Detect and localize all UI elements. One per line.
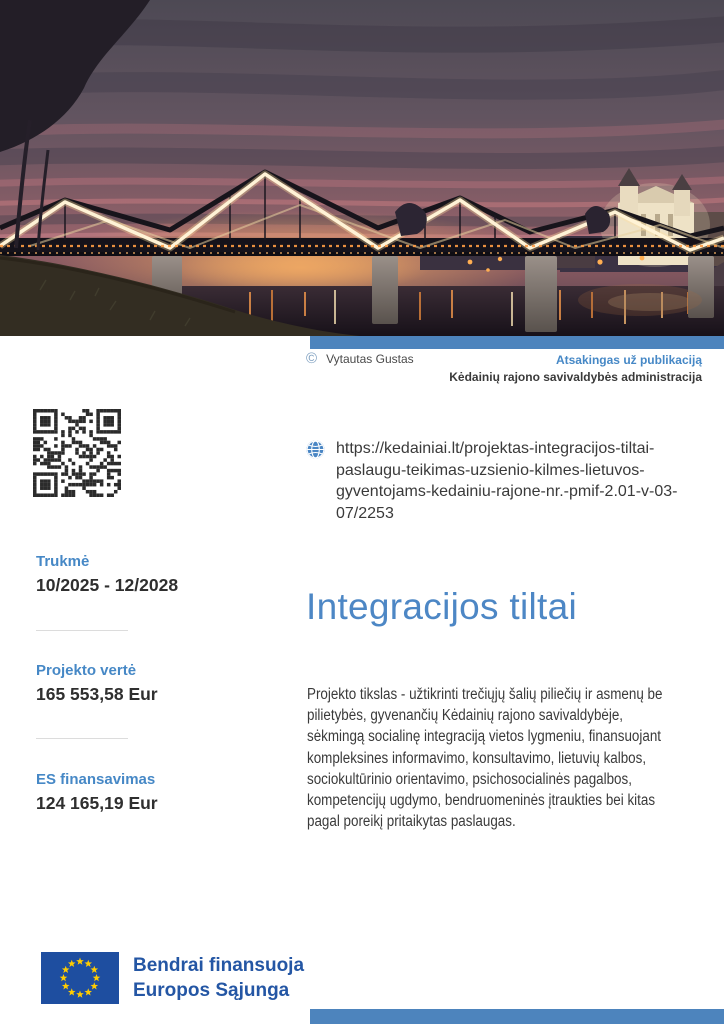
project-description: Projekto tikslas - užtikrinti trečiųjų šalių piliečių ir asmenų be pilietybės, gyvenančių Kėdainių rajono savivaldybėje, sėkmingą socialinę integraciją vietos lygmeniu, finansuojant kompleksines informavimo, konsultavimo, lietuvių kalbos, sociokultūrinio orientavimo, psichosocialinės pagalbos, kompetencijų ugdymo, bendruomeninės įtraukties bei kitas pagal poreikį pritaikytas paslaugas. [307, 686, 663, 831]
copyright-icon: © [306, 350, 318, 367]
fact-eu-financing-label: ES finansavimas [36, 771, 156, 788]
globe-icon [306, 440, 325, 459]
fact-duration [36, 553, 178, 596]
eu-cofunding-label [133, 953, 304, 1003]
fact-duration-value: 10/2025 - 12/2028 [36, 575, 179, 595]
fact-eu-financing [36, 771, 158, 814]
eu-cofunding-block [41, 952, 304, 1004]
qr-code [33, 409, 121, 497]
accent-bar-top [310, 336, 724, 349]
eu-flag-icon [41, 952, 119, 1004]
eu-cofunding-line2: Europos Sąjunga [133, 980, 290, 1001]
hero-photo-bridge [0, 0, 724, 336]
accent-bar-bottom [310, 1009, 724, 1024]
divider [36, 738, 128, 739]
publisher-name: Kėdainių rajono savivaldybės administracija [449, 370, 702, 384]
photo-credit [306, 351, 414, 366]
page-title: Integracijos tiltai [306, 586, 577, 627]
fact-duration-label: Trukmė [36, 553, 90, 570]
fact-project-value-value: 165 553,58 Eur [36, 684, 158, 704]
eu-cofunding-line1: Bendrai finansuoja [133, 955, 305, 976]
fact-project-value [36, 662, 158, 705]
divider [36, 630, 128, 631]
fact-project-value-label: Projekto vertė [36, 662, 137, 679]
project-url-row [306, 438, 686, 524]
publisher-label-link[interactable]: Atsakingas už publikaciją [555, 353, 702, 367]
fact-eu-financing-value: 124 165,19 Eur [36, 793, 158, 813]
project-url-link[interactable]: https://kedainiai.lt/projektas-integracijos-tiltai-paslaugu-teikimas-uzsienio-kilmes-lietuvos-gyventojams-kedainiu-rajone-nr.-pmif-2.01-v-03-07/2253 [336, 440, 678, 522]
publisher-block [449, 352, 702, 386]
photo-credit-name: Vytautas Gustas [326, 351, 414, 366]
